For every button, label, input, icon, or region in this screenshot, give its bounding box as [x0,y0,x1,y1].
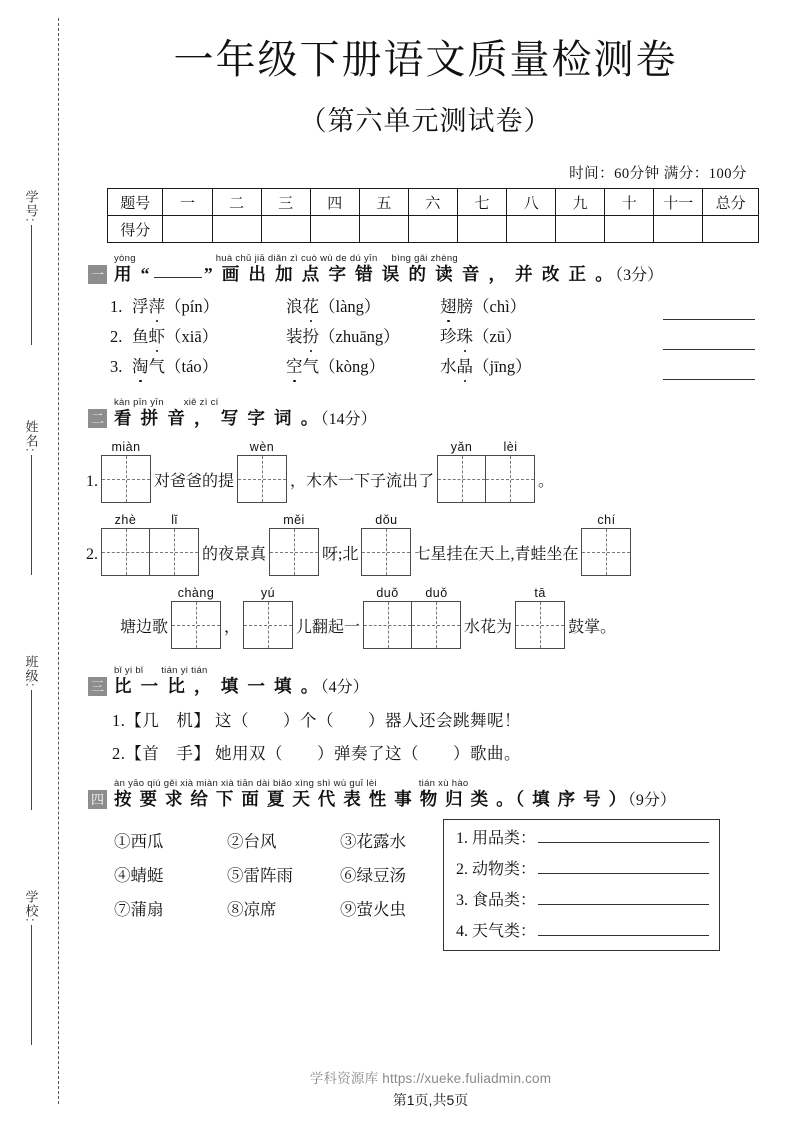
word-char: 浮 [132,297,149,316]
category-row [456,918,709,949]
pinyin-word-item[interactable] [132,353,286,377]
score-table-number-cell: 七 [457,189,506,216]
margin-field-label: 学校: [23,890,39,923]
list-item[interactable]: ③花露水 [340,832,406,851]
list-item[interactable]: ①西瓜 [114,832,164,851]
category-answer-line[interactable] [538,860,709,874]
tianzige-cell[interactable] [486,456,534,502]
word-char: 气 [302,357,319,376]
question-points: （9分） [627,792,676,809]
sentence-text: ， [224,619,241,636]
character-grid-unit [581,513,631,576]
grid-pinyin: duǒ [376,586,399,600]
question-one-title [114,264,663,286]
dotted-char: 空 [286,353,303,377]
grid-pinyin-row [581,513,631,528]
list-item[interactable]: ⑤雷阵雨 [227,866,293,885]
question-three-body [86,707,765,764]
category-label: 1. 用品类： [456,830,537,847]
question-points: （3分） [615,267,664,284]
category-row [456,856,709,887]
dotted-char: 花 [303,293,320,317]
grid-pinyin: dǒu [375,513,398,527]
grid-pinyin-row [437,440,535,455]
margin-field-rule[interactable] [31,455,32,575]
word-pinyin: （zhuāng） [319,327,400,346]
score-table-number-cell: 十 [605,189,654,216]
margin-dashed-line [58,18,59,1104]
grid-pinyin: chí [597,513,616,527]
score-input-cell[interactable] [359,216,408,243]
score-table-number-cell: 九 [556,189,605,216]
tianzige-grid[interactable] [581,528,631,576]
table-row [108,216,759,243]
answer-line[interactable] [663,293,755,323]
tianzige-cell[interactable] [102,529,150,575]
row-index: 2. [86,546,98,563]
margin-field-rule[interactable] [31,225,32,345]
grid-pinyin: chàng [177,586,215,600]
page-title: 一年级下册语文质量检测卷 [173,37,678,82]
pinyin-word-item[interactable] [286,353,440,377]
answer-blank-inline [154,277,202,278]
tianzige-grid[interactable] [363,601,461,649]
grid-pinyin-row [101,513,199,528]
dotted-char: 淘 [132,353,149,377]
row-index: 1. [86,473,98,490]
tianzige-grid[interactable] [101,455,151,503]
tianzige-cell[interactable] [516,602,564,648]
grid-pinyin-row [269,513,319,528]
question-four-heading [86,778,765,811]
grid-pinyin: yǎn [450,440,473,454]
question-two-line [86,440,765,503]
category-label: 4. 天气类： [456,923,537,940]
pinyin-word-item[interactable] [286,293,440,317]
dotted-char: 珠 [457,323,474,347]
question-two-title [114,408,377,430]
word-pinyin: （làng） [319,297,381,316]
question-title-text: 按 要 求 给 下 面 夏 天 代 表 性 事 物 归 类 。（ 填 序 号 ） [114,789,628,809]
question-marker-icon: 二 [88,409,107,428]
grid-pinyin-row [237,440,287,455]
question-title-text: 看 拼 音 ， 写 字 词 。 [114,408,321,428]
tianzige-cell[interactable] [364,602,412,648]
question-four-item-row [114,823,454,857]
score-input-cell[interactable] [212,216,261,243]
character-grid-unit [269,513,319,576]
character-grid-unit [171,586,221,649]
footer-pager: 第1页,共5页 [392,1092,469,1108]
question-two-body [86,440,765,649]
question-two [86,397,765,649]
category-answer-line[interactable] [538,829,709,843]
margin-field [14,890,48,1045]
score-table-number-cell: 二 [212,189,261,216]
grid-pinyin: yú [260,586,276,600]
grid-pinyin-row [363,586,461,601]
list-item[interactable]: ②台风 [227,832,277,851]
pinyin-seg: yòng [114,253,136,264]
category-row [456,825,709,856]
category-label: 3. 食品类： [456,892,537,909]
score-input-cell[interactable] [408,216,457,243]
category-label: 2. 动物类： [456,861,537,878]
question-four-item-list [114,823,454,925]
question-four-title [114,789,676,811]
score-table-number-cell: 五 [359,189,408,216]
tianzige-cell[interactable] [582,529,630,575]
question-three [86,665,765,764]
word-char: 装 [286,327,303,346]
score-table-number-cell: 四 [310,189,359,216]
sentence-text: 塘边歌 [120,619,169,636]
answer-line[interactable] [663,323,755,353]
tianzige-grid[interactable] [101,528,199,576]
character-grid-unit [243,586,293,649]
exam-meta: 时间：60分钟 满分：100分 [569,166,747,182]
word-char: 鱼 [132,327,149,346]
character-grid-unit [101,440,151,503]
score-table-number-cell: 一 [163,189,212,216]
score-table [107,188,759,243]
tianzige-cell[interactable] [238,456,286,502]
pinyin-seg: xiě zì cí [183,397,219,408]
pinyin-seg: kàn pīn yīn [114,397,164,408]
row-index: 3. [110,357,123,376]
page-subtitle: （第六单元测试卷） [299,106,552,136]
tianzige-cell[interactable] [244,602,292,648]
pinyin-seg: tián yi tián [161,665,208,676]
question-one-answer-lines [663,293,755,383]
question-two-line [86,586,765,649]
question-title-pre: 用 “ [114,264,152,284]
sentence-text: 的夜景真 [202,546,267,563]
grid-pinyin: tā [534,586,546,600]
dotted-char: 扮 [303,323,320,347]
word-char: 水 [440,357,457,376]
margin-field-label: 班级: [23,655,39,688]
question-title-post: ” 画 出 加 点 字 错 误 的 读 音 ， 并 改 正 。 [203,264,616,284]
dotted-char: 翅 [440,293,457,317]
question-four-body [86,819,765,951]
dotted-char: 虾 [149,323,166,347]
score-table-total-header: 总分 [703,189,759,216]
list-item[interactable]: ⑥绿豆汤 [340,866,406,885]
margin-field-label: 姓名: [23,420,39,453]
word-char: 珍 [440,327,457,346]
grid-pinyin: lèi [503,440,518,454]
question-three-heading [86,665,765,698]
question-marker-icon: 一 [88,265,107,284]
tianzige-grid[interactable] [243,601,293,649]
tianzige-grid[interactable] [171,601,221,649]
question-three-row[interactable]: 2.【首 手】 她用双（ ）弹奏了这（ ）歌曲。 [112,744,521,763]
footer-source: 学科资源库 https://xueke.fuliadmin.com [309,1071,552,1086]
word-pinyin: （pín） [165,297,220,316]
tianzige-cell[interactable] [270,529,318,575]
character-grid-unit [237,440,287,503]
tianzige-cell[interactable] [102,456,150,502]
grid-pinyin-row [101,440,151,455]
word-char: 膀 [456,297,473,316]
grid-pinyin: lǐ [171,513,178,527]
category-row [456,887,709,918]
tianzige-cell[interactable] [362,529,410,575]
grid-pinyin-row [515,586,565,601]
question-three-pinyin [114,665,369,676]
score-input-cell[interactable] [654,216,703,243]
answer-line[interactable] [663,353,755,383]
word-pinyin: （kòng） [319,357,385,376]
score-table-number-cell: 十一 [654,189,703,216]
row-index: 2. [110,327,123,346]
grid-pinyin-row [171,586,221,601]
score-input-cell[interactable] [507,216,556,243]
sentence-text: 水花为 [464,619,513,636]
exam-page [68,0,793,1122]
score-input-cell[interactable] [556,216,605,243]
word-pinyin: （chì） [473,297,527,316]
score-table-number-cell: 六 [408,189,457,216]
pinyin-word-item[interactable] [132,293,286,317]
question-points: （14分） [320,411,377,428]
question-two-heading [86,397,765,430]
pinyin-word-item[interactable] [440,293,594,317]
pinyin-seg: bǐ yi bǐ [114,665,144,676]
score-table-header-cell: 得分 [108,216,163,243]
tianzige-grid[interactable] [269,528,319,576]
margin-field [14,655,48,810]
question-four-category-box [443,819,720,951]
pinyin-seg: àn yāo qiú gěi xià miàn xià tiān dài biǎo xìng shì wù guī lèi [114,778,377,789]
question-marker-icon: 四 [88,790,107,809]
score-input-cell[interactable] [703,216,759,243]
question-three-title [114,676,369,698]
word-pinyin: （jīng） [473,357,532,376]
margin-field [14,420,48,575]
score-table-number-cell: 三 [261,189,310,216]
tianzige-cell[interactable] [172,602,220,648]
pinyin-word-item[interactable] [286,323,440,347]
sentence-text: 儿翻起一 [296,619,361,636]
pinyin-word-item[interactable] [440,353,594,377]
table-row [108,189,759,216]
sentence-text: 七星挂在天上,青蛙坐在 [414,546,579,563]
grid-pinyin: wèn [249,440,275,454]
pinyin-word-item[interactable] [440,323,594,347]
margin-field [14,190,48,345]
question-one-pinyin [114,253,663,264]
category-answer-line[interactable] [538,891,709,905]
tianzige-grid[interactable] [237,455,287,503]
tianzige-grid[interactable] [515,601,565,649]
character-grid-unit [515,586,565,649]
sentence-text: 呀;北 [322,546,359,563]
sentence-text: 。 [538,473,555,490]
score-input-cell[interactable] [310,216,359,243]
character-grid-unit [363,586,461,649]
row-index: 1. [110,297,123,316]
left-margin-strip [0,0,68,1122]
dotted-char: 晶 [457,353,474,377]
question-marker-icon: 三 [88,677,107,696]
question-three-row[interactable]: 1.【几 机】 这（ ）个（ ）器人还会跳舞呢！ [112,711,521,730]
word-pinyin: （xiā） [165,327,219,346]
category-answer-line[interactable] [538,922,709,936]
pinyin-word-item[interactable] [132,323,286,347]
question-two-line [86,513,765,576]
list-item[interactable]: ⑨萤火虫 [340,900,406,919]
word-pinyin: （táo） [165,357,219,376]
score-input-cell[interactable] [261,216,310,243]
pinyin-seg: huà chū jiā diǎn zì cuò wù de dú yīn [215,253,378,264]
sentence-text: 鼓掌。 [568,619,617,636]
page-footer [68,1067,793,1110]
score-input-cell[interactable] [605,216,654,243]
question-points: （4分） [320,679,369,696]
word-char: 浪 [286,297,303,316]
character-grid-unit [361,513,411,576]
question-four-pinyin [114,778,676,789]
sentence-text: ，木木一下子流出了 [290,473,435,490]
grid-pinyin-row [243,586,293,601]
pinyin-seg: tián xù hào [418,778,469,789]
grid-pinyin: miàn [111,440,141,454]
grid-pinyin-row [361,513,411,528]
dotted-char: 萍 [149,293,166,317]
sentence-text: 对爸爸的提 [154,473,235,490]
list-item[interactable]: ⑦蒲扇 [114,900,164,919]
score-input-cell[interactable] [163,216,212,243]
character-grid-unit [437,440,535,503]
question-one-body [86,293,765,383]
question-title-text: 比 一 比 ， 填 一 填 。 [114,676,321,696]
question-one-heading [86,253,765,286]
margin-field-label: 学号: [23,190,39,223]
score-input-cell[interactable] [457,216,506,243]
score-table-number-cell: 八 [507,189,556,216]
margin-field-rule[interactable] [31,690,32,810]
tianzige-grid[interactable] [437,455,535,503]
list-item[interactable]: ④蜻蜓 [114,866,164,885]
word-pinyin: （zū） [473,327,522,346]
word-char: 气 [148,357,165,376]
question-four-item-row [114,857,454,891]
score-table-header-cell: 题号 [108,189,163,216]
grid-pinyin: zhè [114,513,137,527]
margin-field-rule[interactable] [31,925,32,1045]
tianzige-cell[interactable] [412,602,460,648]
tianzige-cell[interactable] [150,529,198,575]
pinyin-seg: bìng gǎi zhèng [391,253,459,264]
question-two-pinyin [114,397,377,408]
grid-pinyin: duǒ [425,586,448,600]
question-one [86,253,765,383]
grid-pinyin: měi [283,513,305,527]
character-grid-unit [101,513,199,576]
tianzige-grid[interactable] [361,528,411,576]
list-item[interactable]: ⑧凉席 [227,900,277,919]
question-four [86,778,765,951]
tianzige-cell[interactable] [438,456,486,502]
question-four-item-row [114,891,454,925]
